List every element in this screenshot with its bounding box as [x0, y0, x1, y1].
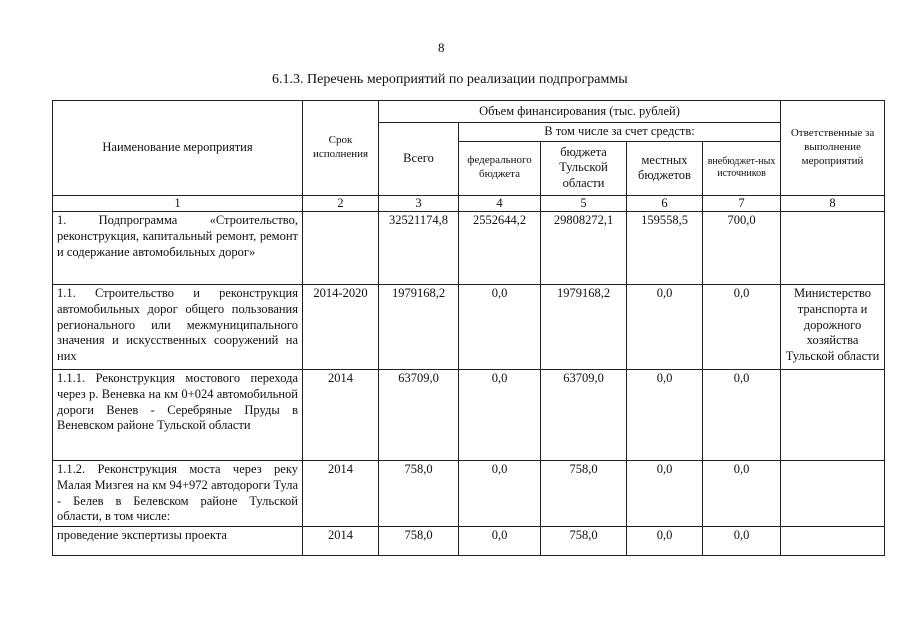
- measure-term: 2014: [303, 370, 379, 461]
- header-name: Наименование мероприятия: [53, 101, 303, 196]
- measure-federal: 0,0: [459, 526, 541, 555]
- header-responsible: Ответственные за выполнение мероприятий: [781, 101, 885, 196]
- measure-regional: 758,0: [541, 526, 627, 555]
- measure-regional: 29808272,1: [541, 212, 627, 285]
- table-row: [53, 526, 885, 555]
- measure-total: 758,0: [379, 526, 459, 555]
- measure-local: 159558,5: [627, 212, 703, 285]
- measure-local: 0,0: [627, 461, 703, 527]
- header-term: Срок исполнения: [303, 101, 379, 196]
- measure-responsible: Министерство транспорта и дорожного хозяйства Тульской области: [781, 285, 885, 370]
- table-row: [53, 285, 885, 370]
- column-number: 6: [627, 195, 703, 212]
- measure-total: 32521174,8: [379, 212, 459, 285]
- measure-local: 0,0: [627, 526, 703, 555]
- table-row: [53, 370, 885, 461]
- column-number: 3: [379, 195, 459, 212]
- header-regional: бюджета Тульской области: [541, 141, 627, 195]
- measure-term: 2014: [303, 526, 379, 555]
- measure-local: 0,0: [627, 370, 703, 461]
- measure-responsible: [781, 212, 885, 285]
- measure-total: 63709,0: [379, 370, 459, 461]
- measure-regional: 63709,0: [541, 370, 627, 461]
- measure-extrabudget: 0,0: [703, 285, 781, 370]
- column-number: 2: [303, 195, 379, 212]
- measures-table: [52, 100, 885, 556]
- measure-term: 2014-2020: [303, 285, 379, 370]
- measure-name: 1. Подпрограмма «Строительство, реконструкция, капитальный ремонт, ремонт и содержание автомобильных дорог»: [53, 212, 303, 285]
- measure-extrabudget: 0,0: [703, 526, 781, 555]
- header-total: Всего: [379, 123, 459, 196]
- page-number: 8: [438, 40, 445, 55]
- measure-regional: 758,0: [541, 461, 627, 527]
- header-sources: В том числе за счет средств:: [459, 123, 781, 142]
- column-number: 8: [781, 195, 885, 212]
- measure-total: 758,0: [379, 461, 459, 527]
- measure-name: 1.1.1. Реконструкция мостового перехода через р. Веневка на км 0+024 автомобильной дороги Венев - Серебряные Пруды в Веневском районе Тульской области: [53, 370, 303, 461]
- measure-extrabudget: 0,0: [703, 370, 781, 461]
- measure-term: 2014: [303, 461, 379, 527]
- measure-extrabudget: 0,0: [703, 461, 781, 527]
- measure-federal: 2552644,2: [459, 212, 541, 285]
- header-extrabudget: внебюджет-ных источников: [703, 141, 781, 195]
- table-row: [53, 461, 885, 527]
- column-number: 1: [53, 195, 303, 212]
- measure-total: 1979168,2: [379, 285, 459, 370]
- header-local: местных бюджетов: [627, 141, 703, 195]
- measure-federal: 0,0: [459, 461, 541, 527]
- header-funding: Объем финансирования (тыс. рублей): [379, 101, 781, 123]
- measure-name: 1.1. Строительство и реконструкция автомобильных дорог общего пользования регионального или межмуниципального значения и искусственных сооружений на них: [53, 285, 303, 370]
- header-federal: федерального бюджета: [459, 141, 541, 195]
- table-row: [53, 212, 885, 285]
- column-numbers-row: [53, 195, 885, 212]
- measure-extrabudget: 700,0: [703, 212, 781, 285]
- measure-federal: 0,0: [459, 285, 541, 370]
- measure-responsible: [781, 461, 885, 527]
- section-title: 6.1.3. Перечень мероприятий по реализации подпрограммы: [272, 72, 628, 87]
- column-number: 5: [541, 195, 627, 212]
- column-number: 4: [459, 195, 541, 212]
- measure-responsible: [781, 370, 885, 461]
- measure-responsible: [781, 526, 885, 555]
- measure-term: [303, 212, 379, 285]
- measure-name: 1.1.2. Реконструкция моста через реку Малая Мизгея на км 94+972 автодороги Тула - Белев в Белевском районе Тульской области, в том числе:: [53, 461, 303, 527]
- measure-name: проведение экспертизы проекта: [53, 526, 303, 555]
- column-number: 7: [703, 195, 781, 212]
- measure-regional: 1979168,2: [541, 285, 627, 370]
- measure-local: 0,0: [627, 285, 703, 370]
- measure-federal: 0,0: [459, 370, 541, 461]
